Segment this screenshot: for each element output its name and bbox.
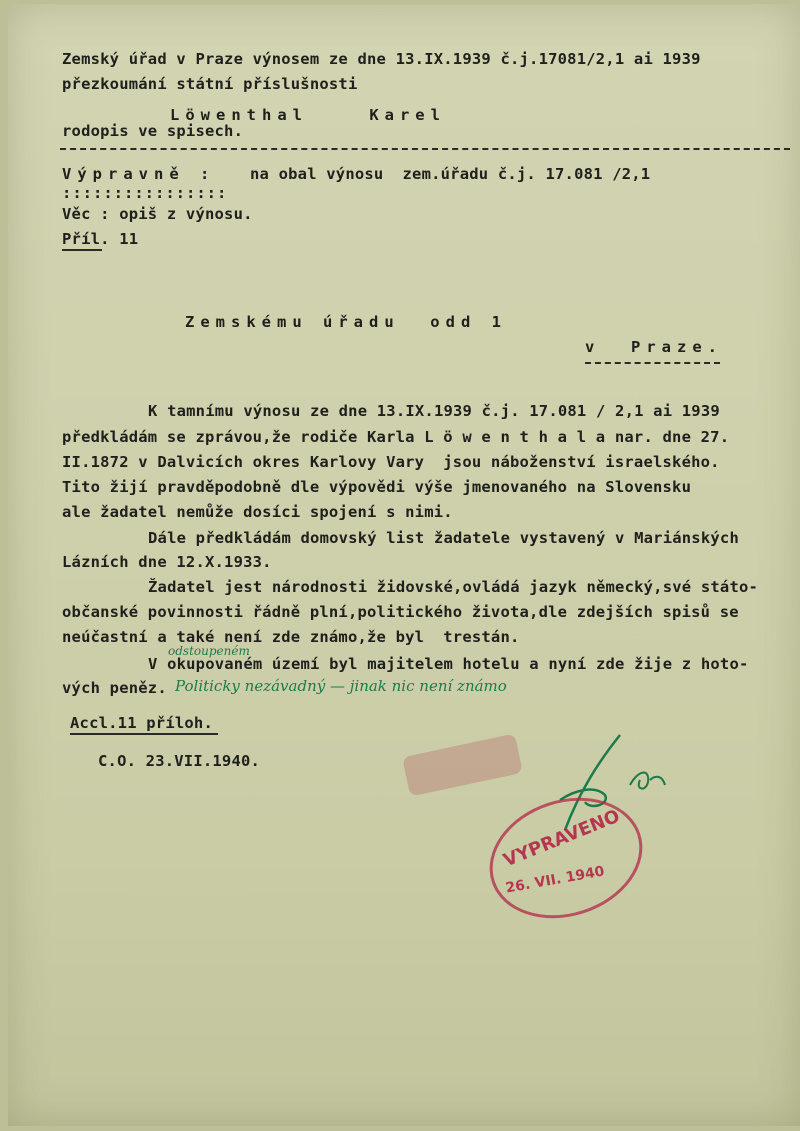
subject-line: Věc : opiš z výnosu.: [62, 205, 253, 223]
body-line-3: II.1872 v Dalvicích okres Karlovy Vary jsou náboženství israelského.: [62, 453, 720, 471]
body-line-6: Dále předkládám domovský list žadatele vystavený v Mariánských: [148, 529, 739, 547]
body-line-2: předkládám se zprávou,že rodiče Karla L ö w e n t h a l a nar. dne 27.: [62, 428, 730, 446]
addressee-city: v Praze.: [585, 338, 723, 356]
rodopis-note: rodopis ve spisech.: [62, 122, 244, 140]
dispatch-stamp-text: VYPRAVENO: [500, 805, 623, 872]
attachments-count-underline: [70, 733, 218, 735]
vypravne-label: Výpravně :: [62, 165, 216, 183]
separator-line: [60, 148, 790, 150]
handwritten-note: Politicky nezávadný — jinak nic není známo: [175, 677, 507, 695]
body-line-4: Tito žijí pravděpodobně dle výpovědi výše jmenovaného na Slovensku: [62, 478, 692, 496]
header-line-1: Zemský úřad v Praze výnosem ze dne 13.IX.1939 č.j.17081/2,1 ai 1939: [62, 50, 701, 68]
document-date: C.O. 23.VII.1940.: [98, 752, 261, 770]
handwritten-correction: odstoupeném: [168, 644, 250, 658]
body-line-11: V okupovaném území byl majitelem hotelu a nyní zde žije z hoto-: [148, 655, 749, 673]
body-line-9: občanské povinnosti řádně plní,politického života,dle zdejších spisů se: [62, 603, 739, 621]
dots-row: ::::::::::::::::: [62, 184, 228, 202]
attachments-underline: [62, 249, 102, 251]
addressee-office: Zemskému úřadu odd 1: [185, 313, 507, 331]
body-line-10: neúčastní a také není zde známo,že byl trestán.: [62, 628, 520, 646]
attachments-line: Příl. 11: [62, 230, 139, 248]
header-line-2: přezkoumání státní příslušnosti: [62, 75, 358, 93]
body-line-8: Žadatel jest národnosti židovské,ovládá jazyk německý,své státo-: [148, 578, 759, 596]
dispatch-stamp-date: 26. VII. 1940: [504, 863, 606, 897]
body-line-1: K tamnímu výnosu ze dne 13.IX.1939 č.j. 17.081 / 2,1 ai 1939: [148, 402, 720, 420]
city-underline: [585, 362, 720, 364]
body-line-5: ale žadatel nemůže dosíci spojení s nimi.: [62, 503, 453, 521]
vypravne-text: na obal výnosu zem.úřadu č.j. 17.081 /2,1: [250, 165, 651, 183]
applicant-name: Löwenthal Karel: [170, 106, 446, 124]
body-line-7: Lázních dne 12.X.1933.: [62, 553, 272, 571]
attachments-count: Accl.11 příloh.: [70, 714, 213, 732]
body-line-12: vých peněz.: [62, 679, 167, 697]
